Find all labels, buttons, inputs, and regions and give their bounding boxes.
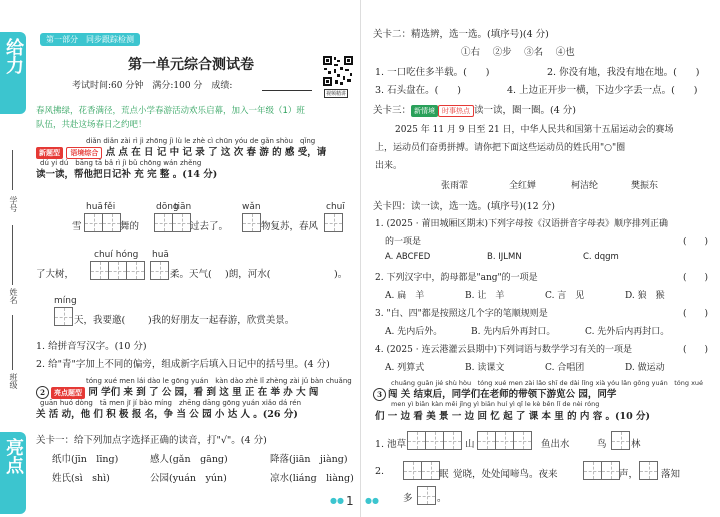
write-grid[interactable] [150, 261, 168, 280]
mcq-option[interactable]: C. 言 见 [545, 291, 585, 301]
mcq-question: 2. 下列汉字中，韵母都是"ang"的一项是 [375, 273, 538, 283]
q1-text: )我的好朋友一起春游，欣赏美景。 [148, 315, 295, 326]
q1-sub1: 1. 给拼音写汉字。(10 分) [36, 341, 147, 352]
q2-pinyin-b: guān huó dòng tā men jī jí bào míng zhēng dāng gōng yuán xiǎo dá rén [40, 399, 302, 407]
choice-num: ④ [555, 47, 566, 58]
q1-pinyin-b: dú yi dú bāng tā bǎ rì jì bǔ chōng wán zhěng [40, 159, 202, 167]
q1-text: 雪 [72, 221, 82, 232]
side-tab-top [0, 32, 26, 114]
margin-label-id: 学号 [9, 196, 18, 212]
side-tab-bottom [0, 432, 26, 514]
write-grid[interactable] [84, 213, 120, 232]
mcq-question: 3. "白、四"都是按照这几个字的笔顺规则是 [375, 309, 548, 319]
pinyin-chui: chuī [326, 202, 345, 212]
qr-label: 视频精讲 [326, 91, 347, 97]
q3-text: 2. [375, 466, 385, 477]
q3-text: 林 [631, 439, 641, 450]
intro-line-2: 队伍，共赴这场春日之约吧！ [36, 120, 147, 130]
q1-heading-a [36, 144, 326, 159]
news-line-2: 上，运动员们奋勇拼搏。请你把下面这些运动员的姓氏用"○"圈 [375, 143, 626, 153]
mcq-option[interactable]: A. ABCFED [385, 252, 431, 262]
write-grid[interactable] [403, 461, 439, 480]
q3-text: 眠 [439, 469, 449, 480]
mcq-option[interactable]: D. 狼 猴 [625, 291, 665, 301]
margin-label-name: 姓名 [9, 288, 18, 304]
mcq-option[interactable]: B. 先内后外再封口。 [471, 327, 556, 337]
q1-line-a: 点 点 在 日 记 中 记 录 了 这 次 春 游 的 感 受，请 [105, 147, 327, 158]
intro-line-1: 春风拂绿，花香满径，荒点小学春游活动欢乐启幕，加入一年级（1）班 [36, 106, 305, 116]
pinyin-wan: wǎn [242, 202, 261, 212]
write-grid[interactable] [324, 213, 342, 232]
write-grid[interactable] [639, 461, 657, 480]
q2-number: 2 [36, 386, 49, 399]
pinyin-hong: hóng [115, 250, 139, 260]
riddle-1: 1. 一口吃住多半载。( ) [375, 67, 490, 78]
q1-text: 过去了。 [190, 221, 229, 232]
right-page [360, 0, 720, 517]
choice-row [461, 44, 575, 58]
q3-text: 落知 [661, 469, 681, 480]
answer-paren[interactable]: ( ) [683, 345, 709, 355]
pinyin-ming: míng [54, 296, 77, 306]
pinyin-hua: huā [86, 202, 103, 212]
write-grid[interactable] [583, 461, 619, 480]
mcq-option[interactable]: C. 合唱团 [545, 363, 585, 373]
q1-pinyin-a: diǎn diǎn zài rì jì zhōng jì lù le zhè cì chūn yóu de gǎn shòu qǐng [86, 137, 316, 145]
option[interactable]: 降落(jiān jiàng) [270, 454, 348, 465]
choice: 步 [502, 47, 512, 58]
pinyin-chui2: chuí [94, 250, 113, 260]
q2-pinyin-a: tóng xué men lái dào le gōng yuán kàn dào zhè lǐ zhèng zài jǔ bàn chuǎng [86, 377, 352, 385]
side-tab-top-label: 给力 [3, 38, 24, 74]
level3-badge2: 时事热点 [438, 105, 474, 117]
margin-line [12, 315, 13, 370]
q3-pinyin-a: chuǎng guān jié shù hòu tóng xué men zài lǎo shī de dài lǐng xià yóu lǎn gōng yuán tóng xué [391, 379, 704, 387]
answer-paren[interactable]: ( ) [683, 309, 709, 319]
write-grid[interactable] [54, 307, 72, 326]
q3-heading-a [373, 386, 616, 401]
q1-text: 天，我要邀( [74, 315, 126, 326]
q1-text: )。 [334, 269, 348, 280]
mcq-option[interactable]: B. 读课文 [465, 363, 505, 373]
mcq-question: 1. (2025 · 莆田城厢区期末)下列字母按《汉语拼音字母表》顺序排列正确 [375, 219, 668, 229]
riddle-2: 2. 你没有地，我没有地在地。( ) [547, 67, 700, 78]
section-banner: 第一部分 同步跟踪检测 [40, 33, 140, 46]
pinyin-tian: tiān [174, 202, 192, 212]
write-grid[interactable] [611, 431, 629, 450]
choice: 名 [533, 47, 544, 58]
pinyin-fei: fěi [104, 202, 116, 212]
mcq-question-cont: 的一项是 [385, 237, 422, 247]
q1-text: 舞的 [120, 221, 140, 232]
page-number: 1 [346, 494, 354, 508]
score-blank [262, 90, 312, 91]
q3-line-a: 闯 关 结束后，同学们在老师的带领下游览公 园，同学 [388, 389, 617, 400]
page-title: 第一单元综合测试卷 [128, 57, 254, 73]
answer-paren[interactable]: ( ) [683, 273, 709, 283]
q1-text: )朗，河水( [225, 269, 271, 280]
mcq-option[interactable]: A. 扁 羊 [385, 291, 425, 301]
q1-badge2: 语境综合 [66, 147, 102, 159]
athlete[interactable]: 张雨霏 [441, 181, 469, 191]
news-line-1: 2025 年 11 月 9 日至 21 日，中华人民共和国第十五届运动会的赛场 [395, 125, 674, 135]
riddle-4: 4. 上边正开步一横，下边少字丢一点。( ) [507, 85, 698, 96]
q3-text: 声， [619, 469, 639, 480]
athlete[interactable]: 全红婵 [509, 181, 537, 191]
level3-prefix: 关卡三： [373, 105, 412, 116]
option[interactable]: 纸巾(jīn līng) [52, 454, 119, 465]
q3-text: 鱼出水 [541, 439, 570, 450]
option[interactable]: 公园(yuán yún) [150, 473, 227, 484]
level3-heading [373, 102, 576, 117]
mcq-option[interactable]: D. 做运动 [625, 363, 665, 373]
level4: 关卡四：读一读，选一选。(填序号)(12 分) [373, 201, 555, 212]
q1-sub2: 2. 给"青"字加上不同的偏旁，组成新字后填入日记中的括号里。(4 分) [36, 359, 330, 370]
q3-number: 3 [373, 388, 386, 401]
choice-num: ② [492, 47, 503, 58]
q1-badge: 新题型 [36, 147, 63, 159]
q3-text: 觉晓，处处闻啼鸟。夜来 [453, 469, 558, 480]
margin-label-class: 班级 [9, 373, 18, 389]
riddle-3: 3. 石头盘在。( ) [375, 85, 461, 96]
q2-level1: 关卡一：给下列加点字选择正确的读音，打"√"。(4 分) [36, 435, 267, 446]
q1-text: 了大树， [36, 269, 75, 280]
option[interactable]: 姓氏(sì shì) [52, 473, 110, 484]
qr-code [322, 55, 354, 87]
mcq-option[interactable]: C. dqgm [583, 252, 619, 262]
margin-line [12, 225, 13, 285]
q1-line-b: 读一读，帮他把日记补 充 完 整 。(14 分) [36, 169, 218, 180]
option[interactable]: 凉水(liáng liàng) [270, 473, 354, 484]
write-grid[interactable] [407, 431, 461, 450]
page-dot-right: ●● [365, 496, 379, 505]
q2-line-a: 同 学们 来 到 了 公 园，看 到 这 里 正 在 举 办 大 闯 [88, 387, 319, 398]
answer-paren[interactable]: ( ) [683, 237, 709, 247]
mcq-option[interactable]: B. IJLMN [487, 252, 522, 262]
exam-info: 考试时间:60 分钟 满分:100 分 成绩: [72, 81, 233, 91]
mcq-option[interactable]: A. 先内后外。 [385, 327, 443, 337]
q2-heading-a [36, 384, 318, 399]
level3-badge: 新情境 [411, 105, 438, 117]
qr-code-icon [322, 55, 354, 87]
choice-num: ③ [524, 47, 534, 58]
choice: 也 [565, 47, 575, 58]
q1-text: 柔。天气( [170, 269, 212, 280]
q3-text: 山 [465, 439, 475, 450]
q3-text: 。 [437, 493, 447, 504]
q3-pinyin-b: men yì biān kàn měi jǐng yì biān huí yì qǐ le kè běn lǐ de nèi róng [391, 400, 600, 408]
level2: 关卡二：精选辨，选一选。(填序号)(4 分) [373, 29, 549, 40]
pinyin-hua2: huā [152, 250, 169, 260]
write-grid[interactable] [417, 486, 435, 505]
option[interactable]: 感人(gǎn gāng) [150, 454, 228, 465]
athlete[interactable]: 樊振东 [631, 181, 659, 191]
choice-num: ① [461, 47, 471, 58]
q3-text: 多 [403, 493, 413, 504]
choice: 右 [470, 47, 481, 58]
level3-text: 读一读，圈一圈。(4 分) [474, 105, 576, 116]
q3-line-b: 们 一 边 看 美 景 一 边 回 忆 起 了 课 本 里 的 内 容 。(10 分) [375, 411, 651, 422]
write-grid[interactable] [154, 213, 190, 232]
mcq-question: 4. (2025 · 连云港灌云县期中)下列词语与数学学习有关的一项是 [375, 345, 632, 355]
write-grid[interactable] [90, 261, 144, 280]
q3-text: 1. 池草 [375, 439, 407, 450]
pinyin-dong: dōng [156, 202, 179, 212]
news-line-3: 出来。 [375, 161, 403, 171]
page-dot-left: ●● [330, 496, 344, 505]
write-grid[interactable] [477, 431, 531, 450]
athlete[interactable]: 柯洁纶 [571, 181, 599, 191]
q3-text: 鸟 [597, 439, 607, 450]
q2-badge: 亮点题型 [51, 387, 85, 399]
margin-line [12, 150, 13, 190]
side-tab-bottom-label: 亮点 [3, 438, 24, 474]
mcq-option[interactable]: C. 先外后内再封口。 [585, 327, 670, 337]
write-grid[interactable] [242, 213, 260, 232]
pinyin-chui-hong [94, 250, 138, 260]
mcq-option[interactable]: B. 让 羊 [465, 291, 505, 301]
mcq-option[interactable]: A. 列算式 [385, 363, 425, 373]
q2-line-b: 关 活 动，他 们 积 极 报 名，争 当 公 园 小 达 人 。(26 分) [36, 409, 298, 420]
q1-text: 物复苏，春风 [261, 221, 319, 232]
